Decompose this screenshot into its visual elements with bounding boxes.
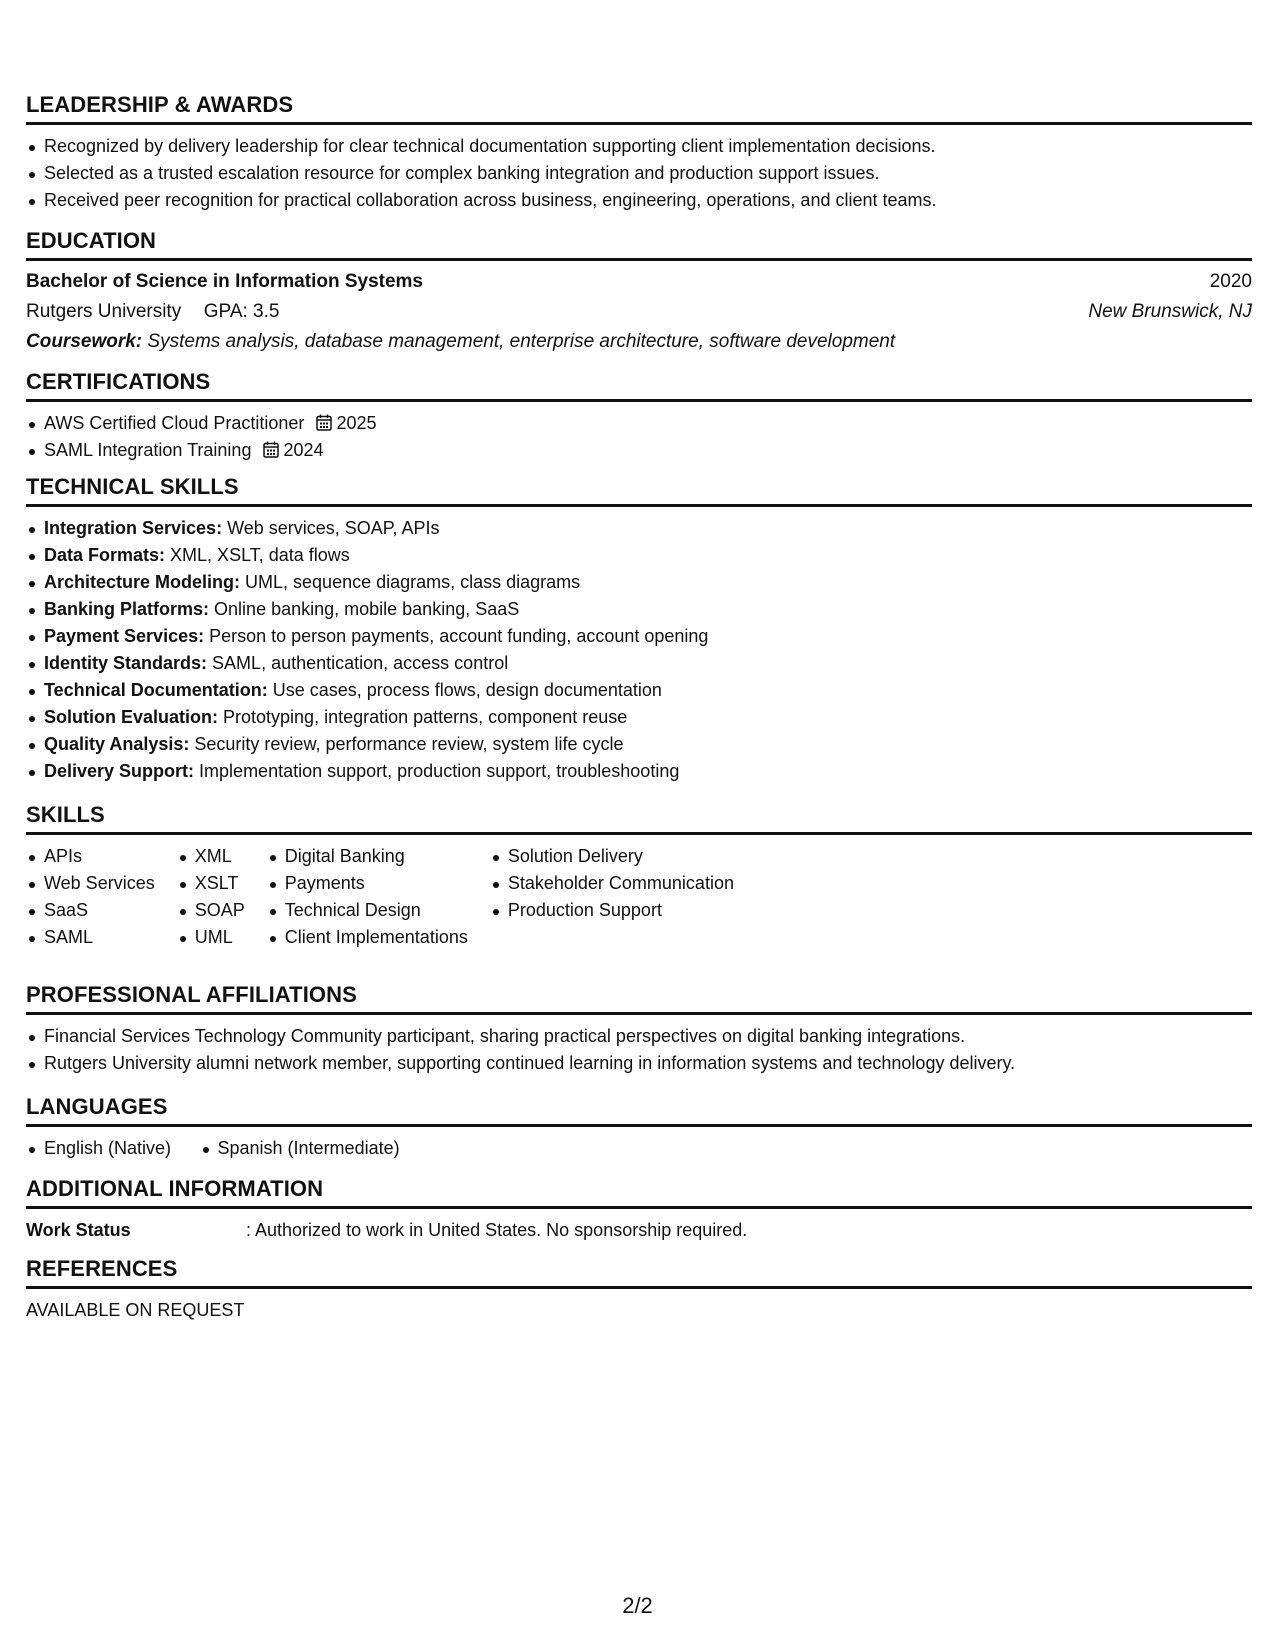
skill-value: Prototyping, integration patterns, component reuse [223,707,628,727]
skill-value: SAML, authentication, access control [212,653,509,673]
list-item [26,758,1252,785]
technical-skills-section [26,474,1252,785]
school-location: New Brunswick, NJ [1088,301,1252,322]
education-section [26,228,1252,357]
skill-value: Person to person payments, account funding, account opening [209,626,709,646]
skill-label: Technical Documentation: [44,680,268,700]
school-info [26,297,279,327]
skill-value: UML, sequence diagrams, class diagrams [245,572,581,592]
list-item [26,731,1252,758]
page-number: 2/2 [622,1593,653,1618]
skill-label: Payment Services: [44,626,205,646]
list-item: Spanish (Intermediate) [200,1135,400,1162]
skill-label: Identity Standards: [44,653,208,673]
section-title-skills: SKILLS [26,802,1252,835]
calendar-icon [263,439,279,466]
list-item: Rutgers University alumni network member, supporting continued learning in information systems and technology delivery. [26,1050,1252,1077]
list-item: SAML [26,924,155,951]
skill-label: Quality Analysis: [44,734,190,754]
work-status-value: : Authorized to work in United States. No sponsorship required. [246,1220,748,1240]
additional-info-section [26,1176,1252,1244]
certification-item [26,437,1252,464]
list-item [26,704,1252,731]
list-item: Solution Delivery [490,843,734,870]
references-text: AVAILABLE ON REQUEST [26,1300,245,1320]
list-item: SaaS [26,897,155,924]
certification-name: AWS Certified Cloud Practitioner [44,413,305,433]
skills-column [490,843,734,951]
gpa: GPA: 3.5 [203,301,280,322]
section-title-affiliations: PROFESSIONAL AFFILIATIONS [26,982,1252,1015]
technical-skills-list [26,515,1252,785]
list-item [26,650,1252,677]
list-item [26,569,1252,596]
list-item: English (Native) [26,1135,171,1162]
skills-column [26,843,155,951]
skills-section [26,802,1252,951]
certification-year: 2024 [283,440,324,460]
list-item [26,515,1252,542]
skill-label: Solution Evaluation: [44,707,218,727]
list-item: XSLT [177,870,245,897]
affiliations-list [26,1023,1252,1077]
education-school-row [26,297,1252,327]
list-item: Recognized by delivery leadership for clear technical documentation supporting client implementation decisions. [26,133,1252,160]
coursework-label: Coursework: [26,331,143,352]
list-item [26,677,1252,704]
leadership-section [26,92,1252,214]
section-title-languages: LANGUAGES [26,1094,1252,1127]
skill-label: Architecture Modeling: [44,572,241,592]
skill-label: Delivery Support: [44,761,195,781]
calendar-icon [316,412,332,439]
certification-year: 2025 [336,413,377,433]
work-status-label: Work Status [26,1220,131,1240]
certification-name: SAML Integration Training [44,440,252,460]
coursework-text: Systems analysis, database management, enterprise architecture, software development [147,331,896,352]
certification-item [26,410,1252,437]
work-status-row [26,1217,1252,1244]
skill-label: Banking Platforms: [44,599,210,619]
skill-value: Online banking, mobile banking, SaaS [214,599,520,619]
certifications-section [26,369,1252,464]
list-item: Digital Banking [267,843,468,870]
education-degree-row [26,267,1252,297]
languages-section [26,1094,1252,1162]
list-item: Production Support [490,897,734,924]
coursework-row [26,327,1252,357]
section-title-additional: ADDITIONAL INFORMATION [26,1176,1252,1209]
skills-column [177,843,245,951]
skill-value: Security review, performance review, system life cycle [194,734,624,754]
certifications-list [26,410,1252,464]
skill-value: Web services, SOAP, APIs [227,518,440,538]
list-item: Client Implementations [267,924,468,951]
section-title-leadership: LEADERSHIP & AWARDS [26,92,1252,125]
section-title-references: REFERENCES [26,1256,1252,1289]
skills-columns [26,843,1252,951]
leadership-list [26,133,1252,214]
list-item: UML [177,924,245,951]
skill-value: XML, XSLT, data flows [170,545,350,565]
languages-list [26,1135,1252,1162]
list-item: XML [177,843,245,870]
list-item: SOAP [177,897,245,924]
degree: Bachelor of Science in Information Systems [26,271,423,292]
section-title-education: EDUCATION [26,228,1252,261]
section-title-certifications: CERTIFICATIONS [26,369,1252,402]
list-item [26,623,1252,650]
skill-label: Integration Services: [44,518,223,538]
list-item [26,596,1252,623]
list-item: Selected as a trusted escalation resource for complex banking integration and production support issues. [26,160,1252,187]
skill-value: Implementation support, production support, troubleshooting [199,761,680,781]
graduation-year: 2020 [1209,271,1252,292]
skill-label: Data Formats: [44,545,166,565]
affiliations-section [26,982,1252,1077]
skill-value: Use cases, process flows, design documentation [272,680,662,700]
list-item: Stakeholder Communication [490,870,734,897]
list-item: APIs [26,843,155,870]
references-section [26,1256,1252,1324]
list-item: Web Services [26,870,155,897]
skills-column [267,843,468,951]
list-item: Technical Design [267,897,468,924]
school-name: Rutgers University [26,301,182,322]
section-title-technical-skills: TECHNICAL SKILLS [26,474,1252,507]
list-item: Received peer recognition for practical collaboration across business, engineering, operations, and client teams. [26,187,1252,214]
list-item: Financial Services Technology Community participant, sharing practical perspectives on digital banking integrations. [26,1023,1252,1050]
list-item [26,542,1252,569]
list-item: Payments [267,870,468,897]
